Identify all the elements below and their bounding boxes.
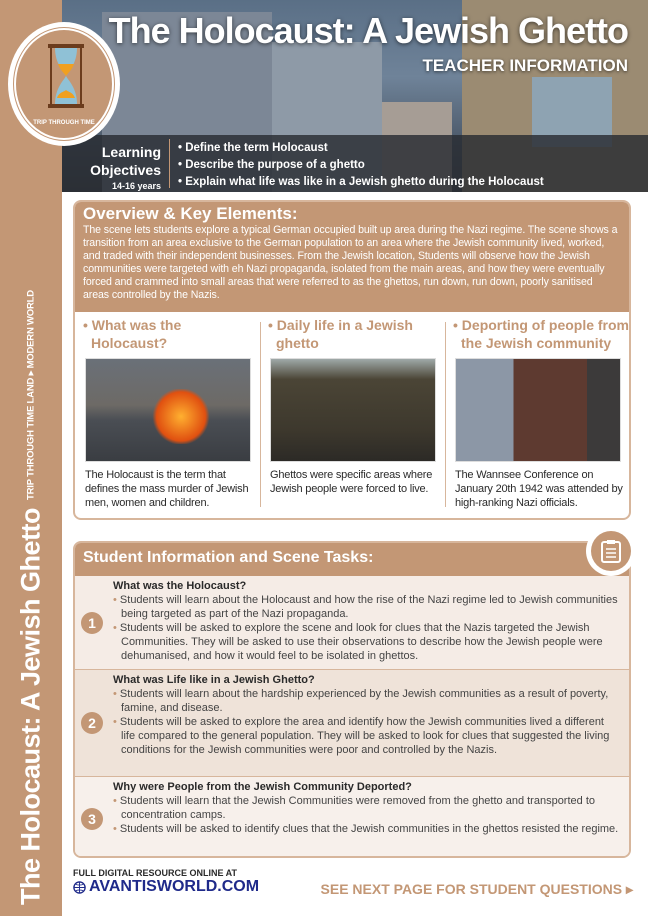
objectives-label: Learning — [101, 144, 161, 160]
column-heading: • What was the Holocaust? — [83, 317, 182, 351]
train-wagon-image — [455, 358, 621, 462]
learning-objectives — [62, 135, 648, 192]
overview-section — [73, 200, 631, 520]
website-text[interactable]: AVANTISWORLD.COM — [89, 878, 260, 895]
objective-item: • Describe the purpose of a ghetto — [178, 159, 365, 171]
objective-item: • Explain what life was like in a Jewish ghetto during the Holocaust — [178, 176, 544, 188]
fire-scene-image — [85, 358, 251, 462]
clipboard-icon — [601, 539, 621, 563]
key-element-column — [451, 316, 629, 516]
task-row — [75, 576, 629, 669]
logo-text: TRIP THROUGH TIME — [33, 120, 95, 126]
task-heading: What was Life like in a Jewish Ghetto? — [113, 674, 315, 686]
objective-item: • Define the term Holocaust — [178, 142, 328, 154]
task-bullet: • Students will learn about the hardship experienced by the Jewish communities as a result of poverty, famine, and disease. — [113, 687, 621, 715]
task-heading: What was the Holocaust? — [113, 580, 247, 592]
globe-icon — [73, 881, 86, 894]
footer-label: FULL DIGITAL RESOURCE ONLINE AT — [73, 868, 237, 878]
divider — [260, 322, 261, 507]
sidebar-text — [16, 290, 47, 905]
key-element-column — [81, 316, 259, 516]
task-number: 1 — [81, 612, 103, 634]
logo — [8, 22, 120, 146]
task-number: 2 — [81, 712, 103, 734]
hourglass-icon — [46, 44, 86, 108]
age-range: 14-16 years — [111, 181, 161, 191]
task-row — [75, 776, 629, 858]
divider — [445, 322, 446, 507]
key-element-column — [266, 316, 444, 516]
objectives-label-2: Objectives — [90, 162, 161, 178]
task-row — [75, 669, 629, 776]
tasks-section — [73, 541, 631, 858]
header-banner — [62, 0, 648, 192]
task-bullet: • Students will be asked to explore the area and identify how the Jewish communities lived a different life compared to the general population. They will be asked to look for clues that suggested the living conditions for the Jewish communities were poor and controlled by the Nazis. — [113, 715, 621, 757]
sidebar-subtitle: TRIP THROUGH TIME LAND ▸ MODERN WORLD — [25, 290, 37, 500]
task-bullet: • Students will be asked to explore the scene and look for clues that the Nazis targeted the Jewish Communities. They will be asked to use their observations to describe how the Jewish people were dehumanised, and how it would feel to be isolated in ghettos. — [113, 621, 621, 663]
task-number: 3 — [81, 808, 103, 830]
overview-title: Overview & Key Elements: — [83, 204, 298, 223]
column-text: The Wannsee Conference on January 20th 1942 was attended by high-ranking Nazi officials. — [455, 469, 623, 509]
footer — [73, 868, 633, 902]
tasks-title: Student Information and Scene Tasks: — [75, 543, 629, 576]
ghetto-room-image — [270, 358, 436, 462]
clipboard-badge — [586, 526, 636, 576]
column-text: Ghettos were specific areas where Jewish people were forced to live. — [270, 469, 433, 495]
task-heading: Why were People from the Jewish Community Deported? — [113, 781, 412, 793]
task-bullet: • Students will learn about the Holocaust and how the rise of the Nazi regime led to Jewish communities being targeted as part of the Nazi propaganda. — [113, 593, 621, 621]
column-heading: • Daily life in a Jewish ghetto — [268, 317, 413, 351]
page-subtitle: TEACHER INFORMATION — [422, 56, 628, 75]
overview-body: The scene lets students explore a typical German occupied built up area during the Nazi regime. The scene shows a transition from an area exclusive to the German population to an area where the Jewish community lived, worked, and traded with their independent businesses. From the Jewish location, Students will observe how the Jewish communities were targeted with eh Nazi propaganda, isolated from the main areas, and how they were eventually forced and crammed into small areas that were referred to as the ghettos, run down, run down, poorly sanitised areas controlled by the Nazis. — [83, 224, 618, 301]
column-heading: • Deporting of people from the Jewish community — [453, 317, 630, 351]
task-bullet: • Students will learn that the Jewish Communities were removed from the ghetto and transported to concentration camps. — [113, 794, 621, 822]
task-bullet: • Students will be asked to identify clues that the Jewish communities in the ghettos resisted the regime. — [113, 822, 621, 836]
page-title: The Holocaust: A Jewish Ghetto — [108, 10, 628, 51]
column-text: The Holocaust is the term that defines the mass murder of Jewish men, women and children. — [85, 469, 249, 509]
next-page-link[interactable]: SEE NEXT PAGE FOR STUDENT QUESTIONS ▸ — [320, 881, 633, 897]
sidebar-title: The Holocaust: A Jewish Ghetto — [15, 507, 46, 905]
